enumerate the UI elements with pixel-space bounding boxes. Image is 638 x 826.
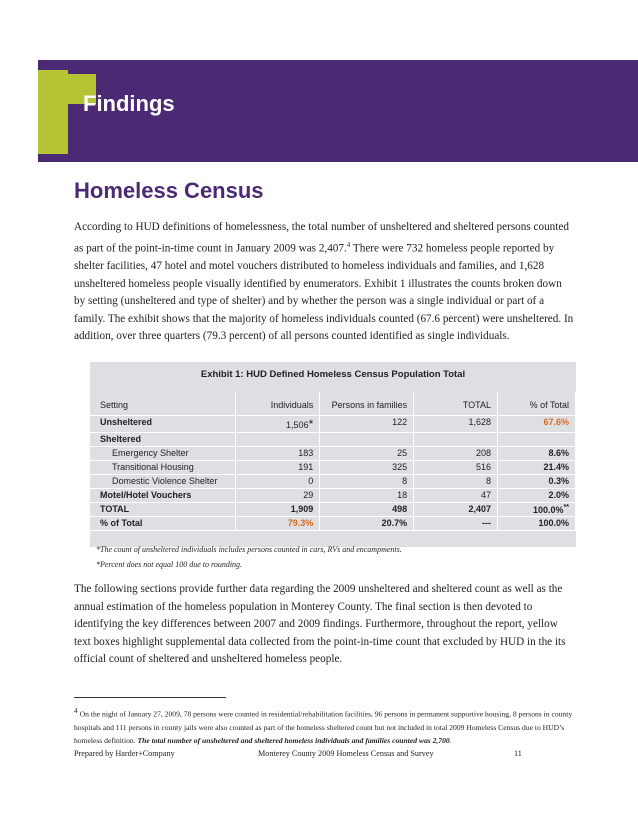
header-pct: % of Total xyxy=(498,392,576,416)
exhibit-title: Exhibit 1: HUD Defined Homeless Census Population Total xyxy=(200,369,466,380)
cell-total: 47 xyxy=(414,489,498,503)
intro-paragraph: According to HUD definitions of homelessness, the total number of unsheltered and sheltered persons counted as part of the point-in-time count in January 2009 was 2,407.$^4$ There were 732 homeless people reported by shelter facilities, 47 hotel and motel vouchers distributed to homeless individuals and families, and 1,628 unsheltered homeless people visually identified by enumerators. Exhibit 1 illustrates the counts broken down by setting (unsheltered and type of shelter) and by whether the person was a single individual or part of a family. The exhibit shows that the majority of homeless individuals counted (67.6 percent) were unsheltered. In addition, over three quarters (79.3 percent) of all persons counted identified as single individuals. xyxy=(74,221,574,343)
cell-families: 498 xyxy=(320,503,414,517)
cell-empty xyxy=(414,433,498,447)
banner-title: Findings xyxy=(83,91,175,116)
cell-pct: 0.3% xyxy=(498,475,576,489)
cell-families: 20.7% xyxy=(320,517,414,531)
header-individuals: Individuals xyxy=(236,392,320,416)
asterisk-mark: * xyxy=(308,417,314,431)
table-row xyxy=(90,433,576,447)
cell-empty xyxy=(320,433,414,447)
cell-individuals: 0 xyxy=(236,475,320,489)
table-row xyxy=(90,447,576,461)
table-total-row xyxy=(90,503,576,517)
table-pct-row xyxy=(90,517,576,531)
cell-total: 2,407 xyxy=(414,503,498,517)
cell-empty xyxy=(236,433,320,447)
header-families: Persons in families xyxy=(320,392,414,416)
section-title: Homeless Census xyxy=(74,178,264,203)
table-note: *The count of unsheltered individuals includes persons counted in cars, RVs and encampments. xyxy=(96,545,402,554)
row-label: Emergency Shelter xyxy=(90,447,236,461)
cell-individuals: 183 xyxy=(236,447,320,461)
table-row xyxy=(90,489,576,503)
footnote-ref[interactable]: 4 xyxy=(346,240,351,249)
table-note: *Percent does not equal 100 due to rounding. xyxy=(96,560,243,569)
cell-total: 1,628 xyxy=(414,416,498,433)
cell-individuals: 29 xyxy=(236,489,320,503)
cell-families: 25 xyxy=(320,447,414,461)
row-label: Motel/Hotel Vouchers xyxy=(90,489,236,503)
cell-families: 122 xyxy=(320,416,414,433)
cell-families: 325 xyxy=(320,461,414,475)
cell-pct: 67.6% xyxy=(498,416,576,433)
row-label: % of Total xyxy=(90,517,236,531)
header-total: TOTAL xyxy=(414,392,498,416)
cell-pct: 2.0% xyxy=(498,489,576,503)
double-asterisk-mark: ** xyxy=(563,504,569,511)
cell-total: 8 xyxy=(414,475,498,489)
cell-total: 516 xyxy=(414,461,498,475)
cell-total: --- xyxy=(414,517,498,531)
table-row xyxy=(90,461,576,475)
cell-empty xyxy=(498,433,576,447)
row-label: Unsheltered xyxy=(90,416,236,433)
cell-pct: 8.6% xyxy=(498,447,576,461)
cell-families: 18 xyxy=(320,489,414,503)
following-paragraph: The following sections provide further data regarding the 2009 unsheltered and sheltered count as well as the annual estimation of the homeless population in Monterey County. The final section is then devoted to identifying the key differences between 2007 and 2009 findings. Furthermore, throughout the report, yellow text boxes highlight supplemental data collected from the point-in-time count that excluded by HUD in the its official count of sheltered and unsheltered homeless people. xyxy=(74,583,566,666)
table-row xyxy=(90,416,576,433)
footer-preparer: Prepared by Harder+Company xyxy=(74,749,175,758)
cell-individuals: 191 xyxy=(236,461,320,475)
census-table xyxy=(90,392,576,531)
table-row xyxy=(90,475,576,489)
footnote-divider xyxy=(74,697,226,698)
page-number: 11 xyxy=(514,749,522,758)
cell-individuals: 1,506* xyxy=(236,416,320,433)
cell-families: 8 xyxy=(320,475,414,489)
cell-individuals: 79.3% xyxy=(236,517,320,531)
cell-pct: 21.4% xyxy=(498,461,576,475)
cell-pct: 100.0%** xyxy=(498,503,576,517)
footnote: $^4$ On the night of January 27, 2009, 78 persons were counted in residential/rehabilitation facilities, 96 persons in permanent supportive housing, 8 persons in county hospitals and 111 persons in county jails were also counted as part of the homeless sheltered count but not included in total 2009 Homeless Census due to HUD’s homeless definition. The total number of unsheltered and sheltered homeless individuals and families counted was 2,700. xyxy=(74,706,573,746)
cell-total: 208 xyxy=(414,447,498,461)
row-label: Domestic Violence Shelter xyxy=(90,475,236,489)
row-label: Sheltered xyxy=(90,433,236,447)
cell-pct: 100.0% xyxy=(498,517,576,531)
row-label: TOTAL xyxy=(90,503,236,517)
header-setting: Setting xyxy=(90,392,236,416)
footer-title: Monterey County 2009 Homeless Census and Survey xyxy=(258,749,434,758)
row-label: Transitional Housing xyxy=(90,461,236,475)
table-header-row xyxy=(90,392,576,416)
cell-individuals: 1,909 xyxy=(236,503,320,517)
